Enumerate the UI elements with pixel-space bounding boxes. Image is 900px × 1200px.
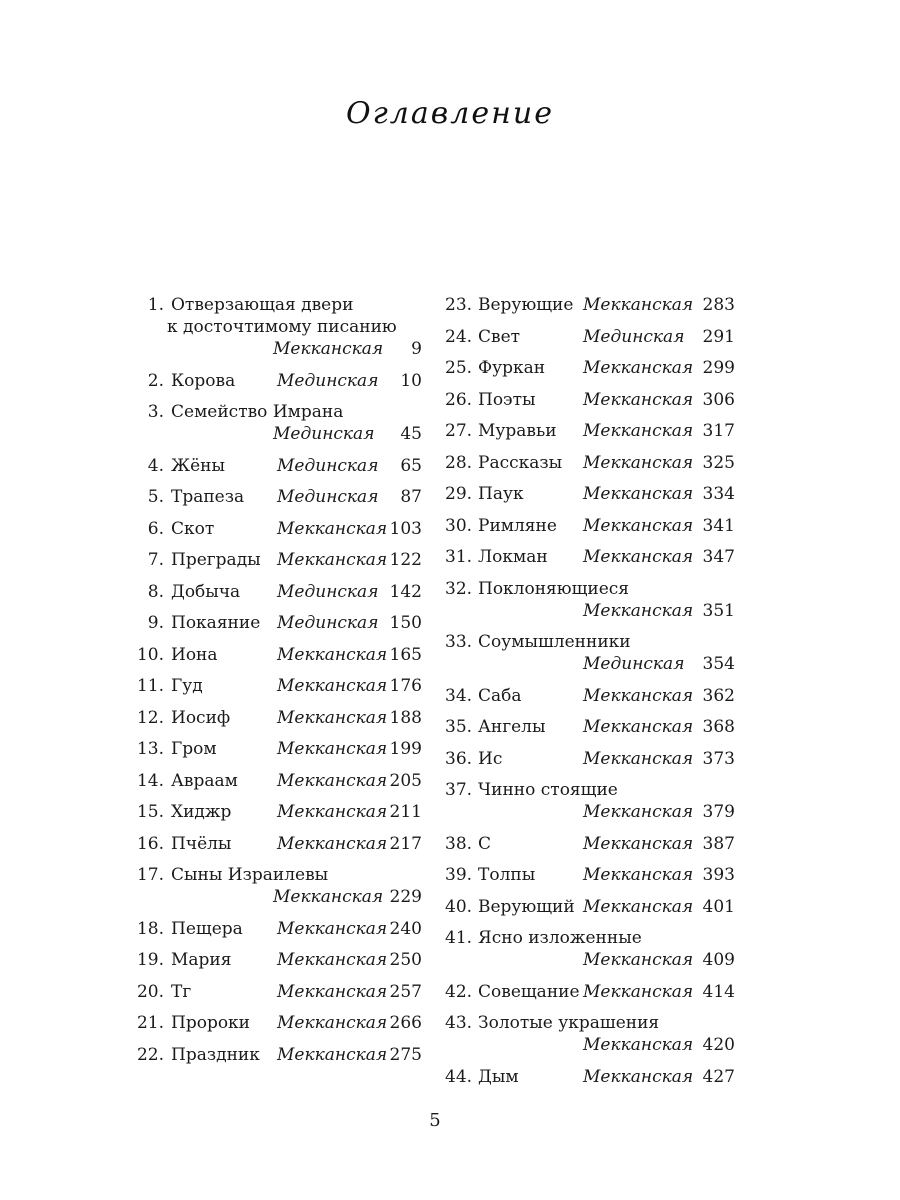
entry-page-number: 211 [389,802,422,822]
toc-entry-line [445,1066,735,1088]
entry-title: Хиджр [171,802,232,822]
entry-title: Иона [171,644,218,665]
toc-entry-line [445,716,735,738]
toc-entry-line [132,518,422,540]
entry-number: 3. [147,402,164,422]
entry-page-number: 45 [400,424,422,444]
entry-title: Жёны [171,455,226,476]
entry-page-number: 373 [702,748,735,769]
entry-title: С [478,833,492,854]
toc-entry-line [445,949,735,971]
toc-column-left [132,294,422,1075]
entry-title: Мария [171,950,232,970]
entry-title: Саба [478,685,522,706]
entry-revelation-type: Мекканская [273,339,384,359]
entry-page-number: 299 [702,358,735,378]
entry-page-number: 351 [702,600,735,621]
entry-number: 24. [445,326,473,347]
entry-title: Рассказы [478,452,563,473]
toc-entry-line [445,515,735,537]
entry-title: Локман [478,547,548,567]
toc-entry[interactable] [445,779,735,823]
entry-number: 10. [136,644,164,665]
toc-entry[interactable] [445,833,735,855]
entry-revelation-type: Мекканская [583,833,694,854]
toc-entry[interactable] [445,389,735,411]
toc-entry[interactable] [132,294,422,360]
entry-revelation-type: Мекканская [277,802,388,822]
entry-title: Римляне [478,515,557,536]
entry-page-number: 393 [702,865,735,885]
entry-page-number: 306 [702,389,735,410]
entry-title: Праздник [171,1044,260,1065]
entry-title: Соумышленники [478,632,631,652]
entry-revelation-type: Мединская [277,455,379,476]
entry-number: 43. [445,1013,473,1033]
toc-entry-line [132,738,422,760]
entry-title: Паук [478,484,524,504]
toc-entry-line [132,864,422,886]
entry-page-number: 217 [389,833,422,854]
toc-entry-line [132,833,422,855]
toc-entry[interactable] [445,1012,735,1056]
entry-number: 7. [147,550,164,570]
entry-revelation-type: Мекканская [277,981,388,1002]
entry-revelation-type: Мекканская [583,295,694,315]
toc-entry-line [132,981,422,1003]
toc-entry-line [132,549,422,571]
entry-page-number: 205 [389,770,422,791]
toc-entry[interactable] [132,1044,422,1066]
toc-entry[interactable] [132,833,422,855]
entry-number: 8. [147,581,164,602]
toc-entry-line [445,631,735,653]
toc-entry-line [132,707,422,729]
toc-entry-line [445,801,735,823]
toc-entry[interactable] [445,420,735,442]
entry-title: Пещера [171,918,243,939]
entry-title: Иосиф [171,707,231,728]
entry-page-number: 150 [389,613,422,633]
entry-revelation-type: Мекканская [583,452,694,473]
entry-revelation-type: Мекканская [583,717,694,737]
toc-entry[interactable] [445,546,735,568]
entry-title: Золотые украшения [478,1013,660,1033]
entry-page-number: 354 [702,654,735,674]
entry-revelation-type: Мекканская [583,421,694,441]
toc-entry-line [132,294,422,316]
entry-page-number: 122 [389,550,422,570]
entry-page-number: 103 [389,518,422,539]
entry-number: 9. [147,613,164,633]
entry-revelation-type: Мединская [277,613,379,633]
entry-revelation-type: Мединская [277,487,379,507]
entry-number: 29. [445,484,473,504]
entry-revelation-type: Мекканская [583,484,694,504]
toc-entry[interactable] [445,578,735,622]
entry-title: Верующий [478,896,575,917]
entry-number: 36. [445,748,473,769]
entry-number: 19. [136,950,164,970]
entry-page-number: 266 [389,1013,422,1033]
toc-entry-line [445,389,735,411]
toc-entry-line [445,600,735,622]
entry-page-number: 176 [389,676,422,696]
toc-entry-line [445,896,735,918]
entry-revelation-type: Мекканская [583,1066,694,1087]
toc-column-right [445,294,735,1097]
entry-page-number: 250 [389,950,422,970]
entry-number: 26. [445,389,473,410]
entry-page-number: 240 [389,918,422,939]
entry-number: 18. [136,918,164,939]
entry-title: Покаяние [171,613,261,633]
entry-revelation-type: Мекканская [277,739,388,759]
toc-entry-line [445,833,735,855]
toc-entry[interactable] [132,401,422,445]
entry-number: 44. [445,1066,473,1087]
entry-page-number: 87 [400,487,422,507]
entry-title: Поклоняющиеся [478,578,630,599]
toc-entry-line [132,1012,422,1034]
toc-entry-line [132,423,422,445]
toc-entry-line [132,455,422,477]
entry-revelation-type: Мекканская [277,1013,388,1033]
entry-number: 23. [445,295,473,315]
entry-page-number: 229 [389,887,422,907]
entry-title: Сыны Израилевы [171,865,329,885]
entry-number: 34. [445,685,473,706]
entry-revelation-type: Мекканская [583,950,694,970]
toc-entry-line [132,581,422,603]
toc-entry[interactable] [132,455,422,477]
toc-entry[interactable] [132,612,422,634]
entry-revelation-type: Мекканская [583,389,694,410]
entry-revelation-type: Мекканская [583,802,694,822]
toc-entry[interactable] [445,483,735,505]
entry-page-number: 65 [400,455,422,476]
toc-entry-line [445,864,735,886]
entry-page-number: 347 [702,547,735,567]
entry-title: Добыча [171,581,241,602]
entry-title: Гром [171,739,217,759]
toc-entry-line [445,685,735,707]
entry-number: 41. [445,928,473,948]
toc-entry[interactable] [445,1066,735,1088]
toc-entry[interactable] [132,981,422,1003]
toc-entry[interactable] [445,326,735,348]
entry-title: Отверзающая двери [171,295,354,315]
entry-revelation-type: Мекканская [583,515,694,536]
entry-page-number: 341 [702,515,735,536]
toc-entry-line [132,401,422,423]
toc-entry-line [132,675,422,697]
entry-title: Авраам [171,770,238,791]
entry-revelation-type: Мекканская [583,896,694,917]
entry-revelation-type: Мекканская [277,518,388,539]
entry-revelation-type: Мединская [583,654,685,674]
entry-revelation-type: Мекканская [277,770,388,791]
entry-revelation-type: Мекканская [583,547,694,567]
entry-number: 6. [147,518,164,539]
toc-entry-line [132,486,422,508]
entry-number: 42. [445,981,473,1002]
toc-entry-line [445,653,735,675]
entry-page-number: 387 [702,833,735,854]
toc-entry-line [132,770,422,792]
toc-entry-line [445,981,735,1003]
entry-title: Корова [171,370,236,391]
toc-entry[interactable] [132,549,422,571]
entry-title: Дым [478,1066,519,1087]
toc-entry-line [445,483,735,505]
page-title: Оглавление [346,96,554,131]
toc-entry[interactable] [445,452,735,474]
entry-title: Трапеза [171,487,245,507]
toc-entry[interactable] [132,581,422,603]
toc-entry[interactable] [132,1012,422,1034]
entry-page-number: 401 [702,896,735,917]
toc-entry-line [445,452,735,474]
entry-number: 12. [136,707,164,728]
entry-number: 21. [136,1013,164,1033]
toc-entry[interactable] [445,631,735,675]
entry-title: Ис [478,748,503,769]
toc-entry-line [132,338,422,360]
entry-revelation-type: Мекканская [583,981,694,1002]
entry-number: 30. [445,515,473,536]
entry-page-number: 199 [389,739,422,759]
toc-entry-line [445,546,735,568]
toc-entry-line [445,578,735,600]
entry-number: 22. [136,1044,164,1065]
entry-revelation-type: Мекканская [273,887,384,907]
entry-page-number: 420 [702,1035,735,1055]
entry-page-number: 275 [389,1044,422,1065]
entry-revelation-type: Мединская [277,581,379,602]
page-number: 5 [429,1110,441,1131]
entry-revelation-type: Мекканская [583,1035,694,1055]
toc-entry-line [132,886,422,908]
entry-page-number: 317 [702,421,735,441]
toc-entry-line [132,801,422,823]
toc-entry-line [445,748,735,770]
entry-page-number: 325 [702,452,735,473]
entry-title: Ясно изложенные [478,928,642,948]
entry-title: Скот [171,518,215,539]
toc-entry[interactable] [445,357,735,379]
toc-entry-line [132,612,422,634]
toc-entry-line [132,918,422,940]
toc-entry[interactable] [445,748,735,770]
toc-entry[interactable] [445,927,735,971]
toc-entry[interactable] [132,918,422,940]
entry-revelation-type: Мекканская [583,685,694,706]
entry-page-number: 334 [702,484,735,504]
entry-page-number: 188 [389,707,422,728]
entry-revelation-type: Мекканская [277,676,388,696]
entry-title: Поэты [478,389,536,410]
toc-entry-line [132,644,422,666]
entry-page-number: 9 [411,339,422,359]
entry-page-number: 362 [702,685,735,706]
entry-number: 28. [445,452,473,473]
entry-revelation-type: Мединская [277,370,379,391]
toc-entry[interactable] [445,294,735,316]
entry-title: Фуркан [478,358,546,378]
entry-revelation-type: Мекканская [277,950,388,970]
entry-title: Толпы [478,865,536,885]
entry-number: 27. [445,421,473,441]
entry-title: Пчёлы [171,833,232,854]
toc-entry[interactable] [132,801,422,823]
entry-number: 40. [445,896,473,917]
toc-entry-line [445,294,735,316]
entry-number: 37. [445,780,473,800]
entry-number: 25. [445,358,473,378]
toc-entry-line [445,1034,735,1056]
entry-title: Гуд [171,676,203,696]
entry-revelation-type: Мекканская [583,358,694,378]
entry-revelation-type: Мекканская [277,644,388,665]
toc-entry-line [445,927,735,949]
toc-entry[interactable] [132,644,422,666]
toc-entry[interactable] [445,896,735,918]
toc-entry[interactable] [132,770,422,792]
entry-number: 17. [136,865,164,885]
entry-number: 14. [136,770,164,791]
toc-entry[interactable] [445,685,735,707]
toc-entry-line [132,949,422,971]
toc-entry-line [445,1012,735,1034]
entry-revelation-type: Мекканская [583,600,694,621]
entry-page-number: 368 [702,717,735,737]
toc-entry-line [132,316,422,338]
toc-entry[interactable] [132,738,422,760]
entry-title: Пророки [171,1013,251,1033]
toc-entry[interactable] [445,864,735,886]
entry-revelation-type: Мекканская [277,707,388,728]
entry-number: 16. [136,833,164,854]
entry-page-number: 409 [702,950,735,970]
toc-entry-line [132,1044,422,1066]
entry-title: Верующие [478,295,574,315]
toc-entry-line [445,357,735,379]
toc-entry[interactable] [132,370,422,392]
entry-page-number: 414 [702,981,735,1002]
entry-revelation-type: Мекканская [277,918,388,939]
entry-number: 35. [445,717,473,737]
entry-page-number: 10 [400,370,422,391]
toc-entry-line [445,326,735,348]
toc-entry[interactable] [445,716,735,738]
entry-page-number: 283 [702,295,735,315]
entry-number: 13. [136,739,164,759]
entry-number: 32. [445,578,473,599]
entry-revelation-type: Мекканская [277,550,388,570]
entry-title-continued: к досточтимому писанию [167,317,397,337]
entry-revelation-type: Мекканская [277,833,388,854]
entry-page-number: 291 [702,326,735,347]
entry-revelation-type: Мекканская [583,748,694,769]
entry-title: Ангелы [478,717,546,737]
toc-entry[interactable] [132,864,422,908]
entry-number: 11. [136,676,164,696]
toc-entry[interactable] [445,981,735,1003]
entry-title: Совещание [478,981,580,1002]
entry-number: 39. [445,865,473,885]
entry-page-number: 257 [389,981,422,1002]
entry-title: Преграды [171,550,261,570]
entry-title: Тг [171,981,192,1002]
entry-page-number: 379 [702,802,735,822]
entry-number: 38. [445,833,473,854]
entry-number: 2. [147,370,164,391]
entry-revelation-type: Мединская [273,424,375,444]
entry-title: Семейство Имрана [171,402,344,422]
toc-entry[interactable] [132,949,422,971]
entry-number: 1. [147,295,164,315]
entry-number: 33. [445,632,473,652]
entry-page-number: 142 [389,581,422,602]
entry-revelation-type: Мединская [583,326,685,347]
entry-page-number: 165 [389,644,422,665]
toc-entry[interactable] [132,675,422,697]
entry-number: 15. [136,802,164,822]
entry-title: Муравьи [478,421,557,441]
entry-page-number: 427 [702,1066,735,1087]
entry-title: Свет [478,326,521,347]
toc-entry[interactable] [132,518,422,540]
entry-number: 31. [445,547,473,567]
toc-entry[interactable] [132,707,422,729]
entry-title: Чинно стоящие [478,780,618,800]
entry-revelation-type: Мекканская [583,865,694,885]
toc-entry-line [445,420,735,442]
toc-entry[interactable] [445,515,735,537]
entry-number: 20. [136,981,164,1002]
toc-entry-line [445,779,735,801]
entry-revelation-type: Мекканская [277,1044,388,1065]
entry-number: 5. [147,487,164,507]
toc-entry-line [132,370,422,392]
toc-entry[interactable] [132,486,422,508]
entry-number: 4. [147,455,164,476]
